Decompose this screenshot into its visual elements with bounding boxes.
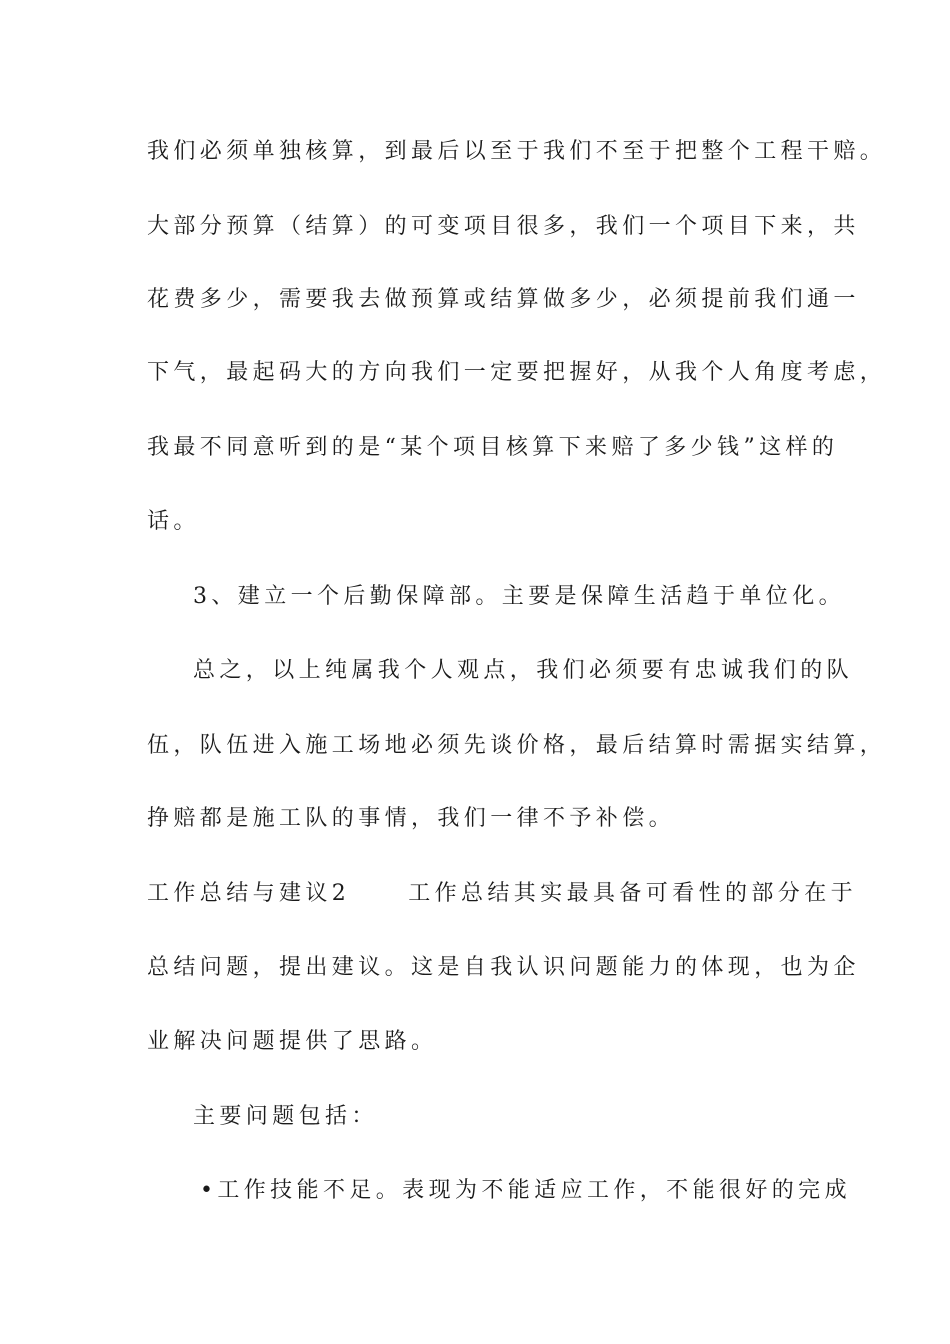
paragraph-line: 3、建立一个后勤保障部。主要是保障生活趋于单位化。 <box>193 584 845 609</box>
bullet-item: •工作技能不足。表现为不能适应工作，不能很好的完成 <box>200 1178 851 1203</box>
paragraph-line: 我们必须单独核算，到最后以至于我们不至于把整个工程干赔。 <box>147 139 887 164</box>
paragraph-line: 伍，队伍进入施工场地必须先谈价格，最后结算时需据实结算， <box>147 733 887 758</box>
paragraph-line: 话。 <box>147 509 200 534</box>
paragraph-line: 花费多少，需要我去做预算或结算做多少，必须提前我们通一 <box>147 287 860 312</box>
paragraph-line: 挣赔都是施工队的事情，我们一律不予补偿。 <box>147 806 676 831</box>
paragraph-line: 我最不同意听到的是“某个项目核算下来赔了多少钱”这样的 <box>147 435 839 460</box>
section-heading-line <box>147 879 858 909</box>
paragraph-line: 业解决问题提供了思路。 <box>147 1029 438 1054</box>
paragraph-line: 大部分预算（结算）的可变项目很多，我们一个项目下来，共 <box>147 214 860 239</box>
paragraph-text: 工作总结其实最具备可看性的部分在于 <box>408 881 858 906</box>
paragraph-line: 主要问题包括： <box>193 1104 378 1129</box>
section-heading: 工作总结与建议2 <box>147 881 351 906</box>
paragraph-line: 总结问题，提出建议。这是自我认识问题能力的体现，也为企 <box>147 955 860 980</box>
paragraph-line: 下气，最起码大的方向我们一定要把握好，从我个人角度考虑， <box>147 360 887 385</box>
paragraph-line: 总之，以上纯属我个人观点，我们必须要有忠诚我们的队 <box>193 658 854 683</box>
